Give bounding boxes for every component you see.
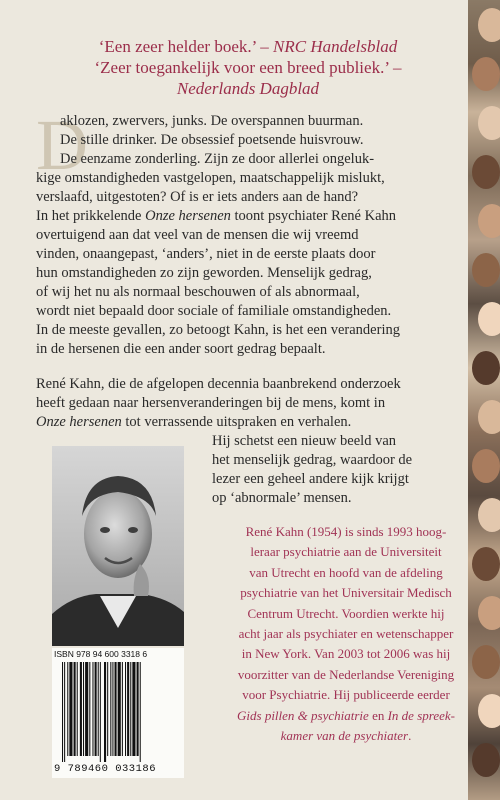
barcode-bar xyxy=(83,662,84,756)
isbn-label: ISBN 978 94 600 3318 6 xyxy=(54,649,148,659)
barcode-bar xyxy=(62,662,63,762)
barcode-bar xyxy=(80,662,82,756)
barcode-bar xyxy=(89,662,90,756)
review-quote-2: ‘Zeer toegankelijk voor een breed publiek.’ – xyxy=(94,58,402,77)
barcode-bar xyxy=(77,662,78,756)
review-source-2: Nederlands Dagblad xyxy=(176,79,320,98)
author-bio: René Kahn (1954) is sinds 1993 hoog- leraar psychiatrie aan de Universiteit van Utrecht en hoofd van de afdeling psychiatrie van het Universitair Medisch Centrum Utrecht. Voordien werkte hij acht jaar als psychiater en wetenschapper in New York. Van 2003 tot 2006 was hij voorzitter van de Nederlandse Vereniging voor Psychiatrie. Hij publiceerde eerder Gids pillen & psychiatrie en In de spreek- kamer van de psychiater. xyxy=(237,524,455,744)
crowd-face xyxy=(472,253,500,287)
crowd-face xyxy=(478,694,500,728)
crowd-face xyxy=(478,498,500,532)
author-summary-paragraph: René Kahn, die de afgelopen decennia baanbrekend onderzoek heeft gedaan naar hersenveranderingen bij de mens, komt in Onze hersenen tot verrassende uitspraken en verhalen. Hij schetst een nieuw beeld van het menselijk gedrag, waardoor de lezer een geheel andere kijk krijgt op ‘abnormale’ mensen. xyxy=(36,376,413,506)
barcode-bar xyxy=(140,662,141,762)
barcode-bar xyxy=(92,662,93,756)
barcode-bar xyxy=(107,662,108,756)
barcode-bar xyxy=(85,662,88,756)
barcode-bar xyxy=(69,662,72,756)
crowd-face xyxy=(472,449,500,483)
author-portrait-image xyxy=(52,446,184,646)
previous-book-title-1: Gids pillen & psychiatrie xyxy=(237,707,369,723)
crowd-face xyxy=(478,596,500,630)
crowd-face xyxy=(478,106,500,140)
crowd-face xyxy=(472,351,500,385)
barcode-bar xyxy=(130,662,131,756)
book-title-mention: Onze hersenen xyxy=(36,414,122,430)
crowd-face xyxy=(472,57,500,91)
crowd-face xyxy=(472,155,500,189)
crowd-face xyxy=(478,400,500,434)
barcode-bar xyxy=(112,662,113,756)
author-photo xyxy=(52,446,184,646)
barcode-bars xyxy=(62,662,174,762)
crowd-face xyxy=(478,204,500,238)
barcode-bar xyxy=(67,662,68,756)
review-quotes xyxy=(38,36,458,99)
review-quote-1: ‘Een zeer helder boek.’ – NRC Handelsblad xyxy=(98,37,398,56)
barcode-bar xyxy=(104,662,106,762)
blurb-paragraph: aklozen, zwervers, junks. De overspannen buurman. De stille drinker. De obsessief poetsende huisvrouw. De eenzame zonderling. Zijn ze door allerlei ongeluk- kige omstandigheden vastgelopen, maatschappelijk mislukt, verslaafd, uitgestoten? Of is er iets anders aan de hand? In het prikkelende Onze hersenen toont psychiater René Kahn overtuigend aan dat veel van de mensen die wij vreemd vinden, onaangepast, ‘anders’, niet in de eerste plaats door hun omstandigheden zo zijn geworden. Menselijk gedrag, of wij het nu als normaal beschouwen of als abnormaal, wordt niet bepaald door sociale of familiale omstandigheden. In de meeste gevallen, zo betoogt Kahn, is het een verandering in de hersenen die een ander soort gedrag bepaalt. xyxy=(36,113,400,357)
crowd-face xyxy=(478,302,500,336)
barcode-bar xyxy=(98,662,99,756)
barcode-bar xyxy=(125,662,126,756)
drop-cap: D xyxy=(36,105,88,185)
barcode-bar xyxy=(95,662,97,756)
crowd-face xyxy=(478,8,500,42)
barcode-bar xyxy=(132,662,135,756)
barcode-bar xyxy=(64,662,65,762)
isbn-barcode xyxy=(52,648,184,778)
barcode-bar xyxy=(122,662,123,756)
book-title-mention: Onze hersenen xyxy=(145,208,231,224)
crowd-face xyxy=(472,743,500,777)
barcode-bar xyxy=(100,662,101,762)
barcode-bar xyxy=(127,662,129,756)
barcode-bar xyxy=(115,662,117,756)
ean-digits: 9 789460 033186 xyxy=(54,763,157,775)
barcode-bar xyxy=(74,662,76,756)
barcode-bar xyxy=(110,662,111,756)
barcode-bar xyxy=(118,662,121,756)
barcode-bar xyxy=(137,662,139,756)
review-source-1: NRC Handelsblad xyxy=(273,37,398,56)
previous-book-title-2: In de spreek- xyxy=(387,707,455,723)
